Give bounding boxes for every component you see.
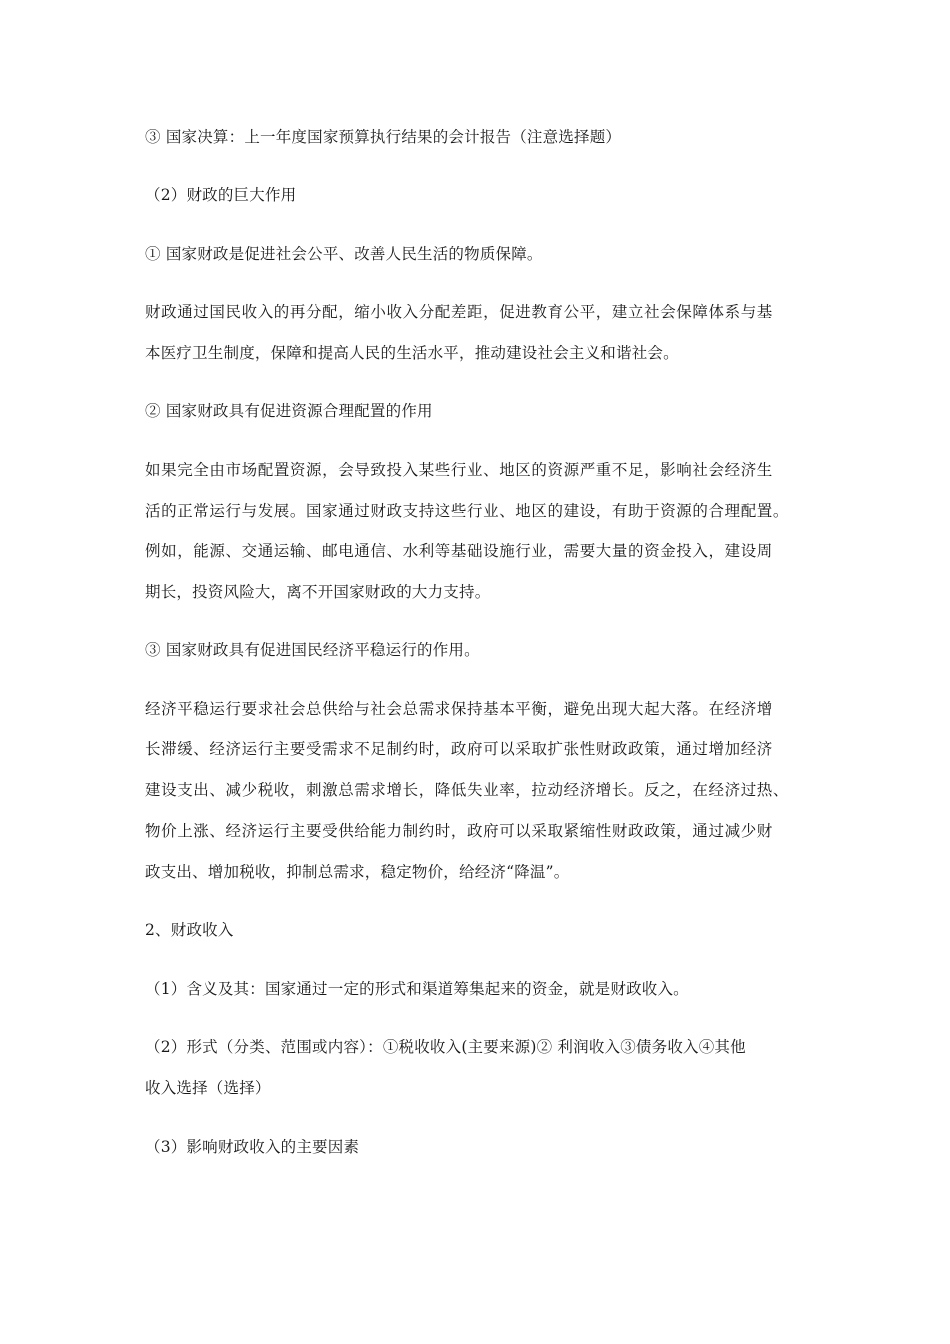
paragraph-line: 本医疗卫生制度，保障和提高人民的生活水平，推动建设社会主义和谐社会。 — [145, 344, 679, 362]
paragraph-line: 期长，投资风险大，离不开国家财政的大力支持。 — [145, 583, 491, 601]
paragraph-line: 经济平稳运行要求社会总供给与社会总需求保持基本平衡，避免出现大起大落。在经济增 — [145, 700, 773, 718]
paragraph-line: 财政通过国民收入的再分配，缩小收入分配差距，促进教育公平，建立社会保障体系与基 — [145, 303, 773, 321]
paragraph-line: 政支出、增加税收，抑制总需求，稳定物价，给经济“降温”。 — [145, 863, 570, 881]
section-heading: （3）影响财政收入的主要因素 — [145, 1138, 360, 1156]
paragraph-line: 物价上涨、经济运行主要受供给能力制约时，政府可以采取紧缩性财政政策，通过减少财 — [145, 822, 773, 840]
paragraph-line: 收入选择（选择） — [145, 1079, 271, 1097]
paragraph-line: （2）形式（分类、范围或内容）：①税收收入(主要来源)② 利润收入③债务收入④其他 — [145, 1038, 746, 1056]
section-heading: （2）财政的巨大作用 — [145, 186, 297, 204]
text-line: ② 国家财政具有促进资源合理配置的作用 — [145, 402, 433, 420]
text-line: ③ 国家财政具有促进国民经济平稳运行的作用。 — [145, 641, 480, 659]
paragraph-line: 建设支出、减少税收，刺激总需求增长，降低失业率，拉动经济增长。反之，在经济过热、 — [145, 781, 790, 799]
paragraph-line: 长滞缓、经济运行主要受需求不足制约时，政府可以采取扩张性财政政策，通过增加经济 — [145, 740, 773, 758]
text-line: （1）含义及其：国家通过一定的形式和渠道筹集起来的资金，就是财政收入。 — [145, 980, 689, 998]
paragraph-line: 活的正常运行与发展。国家通过财政支持这些行业、地区的建设，有助于资源的合理配置。 — [145, 502, 790, 520]
text-line: ① 国家财政是促进社会公平、改善人民生活的物质保障。 — [145, 245, 543, 263]
paragraph-line: 例如，能源、交通运输、邮电通信、水利等基础设施行业，需要大量的资金投入，建设周 — [145, 542, 773, 560]
section-heading: 2、财政收入 — [145, 921, 234, 939]
text-line: ③ 国家决算：上一年度国家预算执行结果的会计报告（注意选择题） — [145, 128, 622, 146]
paragraph-line: 如果完全由市场配置资源，会导致投入某些行业、地区的资源严重不足，影响社会经济生 — [145, 461, 773, 479]
